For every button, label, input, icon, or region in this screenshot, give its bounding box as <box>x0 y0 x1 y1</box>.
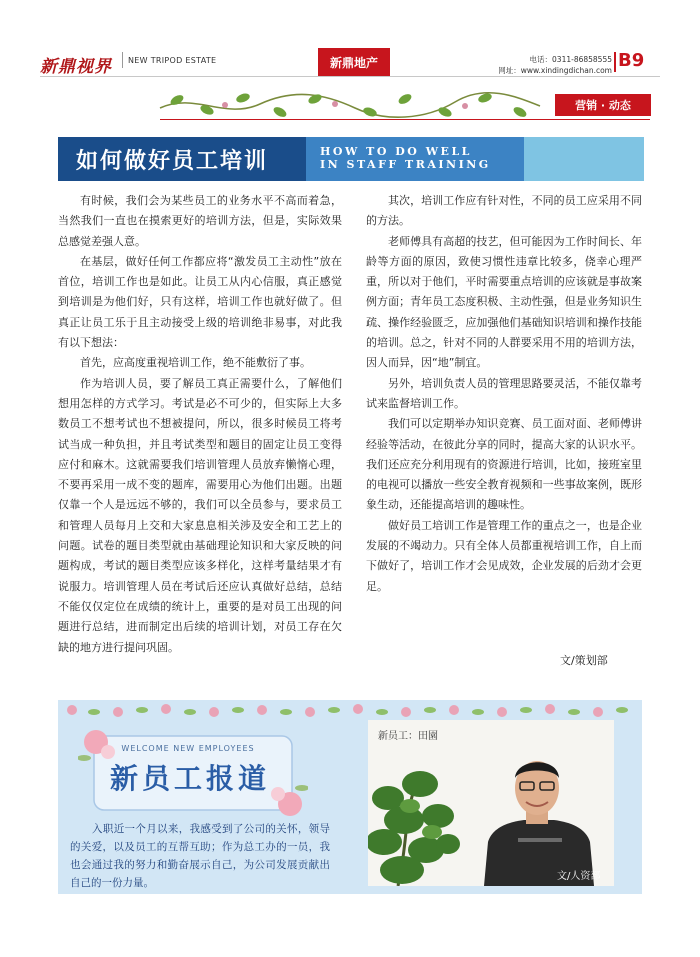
brand-divider <box>122 52 123 68</box>
paragraph: 在基层，做好任何工作都应将“激发员工主动性”放在首位，培训工作也是如此。让员工从内心信服，真正感觉到培训是为他们好，只有这样，培训工作也就好做了。但真正让员工乐于且主动接受上级的培训绝非易事，对此我有以下想法： <box>58 254 342 350</box>
paragraph: 做好员工培训工作是管理工作的重点之一，也是企业发展的不竭动力。只有全体人员都重视培训工作，自上而下做好了，培训工作才会见成效，企业发展的后劲才会更足。 <box>366 518 642 593</box>
welcome-english: WELCOME NEW EMPLOYEES <box>121 744 255 753</box>
employee-photo <box>368 720 614 886</box>
paragraph: 其次，培训工作应有针对性，不同的员工应采用不同的方法。 <box>366 194 642 228</box>
article-title: 如何做好员工培训 <box>58 137 306 181</box>
paragraph: 老师傅具有高超的技艺，但可能因为工作时间长、年龄等方面的原因，致使习惯性违章比较多，侥幸心理严重，所以对于他们，平时需要重点培训的应该就是事故案例方面；青年员工态度积极、主动性强，但是业务知识生疏、操作经验匮乏，应加强他们基础知识培训和操作技能的培训。总之，针对不同的人群要采用不用的培训方法，因人而异，因“地”制宜。 <box>366 234 642 370</box>
website: 网址：www.xindingdichan.com <box>498 66 612 75</box>
flower-border <box>58 700 642 722</box>
article-signature: 文/策划部 <box>560 654 608 667</box>
vine-decoration <box>155 90 545 122</box>
new-employee-label: 新员工：田園 <box>378 731 438 742</box>
section-tab: 新鼎地产 <box>318 48 390 76</box>
tag-underline <box>160 119 650 120</box>
welcome-heading: 新员工报道 <box>109 762 270 795</box>
article-left-column <box>58 191 342 658</box>
title-en-line2: IN STAFF TRAINING <box>320 158 491 171</box>
paragraph: 作为培训人员，要了解员工真正需要什么，了解他们想用怎样的方式学习。考试是必不可少的，但实际上大多数员工不想考试也不想被提问，所以，很多时候员工将考试当成一种负担，并且考试类型和题目的固定让员工变得应付和麻木。这就需要我们培训管理人员放弃懒惰心理，不要再采用一成不变的题库，需要用心为他们出题。出题仅靠一个人是远远不够的，我们可以全员参与，要求员工和管理人员每月上交和大家息息相关涉及安全和工艺上的问题。试卷的题目类型就由基础理论知识和大家反映的问题构成，考试的题目类型应该多样化，这样考量结果才有说服力。培训管理人员在考试后还应认真做好总结，总结不能仅仅定位在成绩的统计上，重要的是对员工出现的问题进行总结，进而制定出后续的培训计划，对员工存在欠缺的地方进行提问巩固。 <box>58 376 342 654</box>
section-tag: 营销 · 动态 <box>555 94 651 116</box>
article-title-english <box>306 137 524 181</box>
title-accent-block <box>524 137 644 181</box>
paragraph: 有时候，我们会为某些员工的业务水平不高而着急，当然我们一直也在摸索更好的培训方法，但是，实际效果总感觉差强人意。 <box>58 194 342 248</box>
welcome-paragraph: 入职近一个月以来，我感受到了公司的关怀，领导的关爱，以及员工的互帮互助；作为总工办的一员，我也会通过我的努力和勤奋展示自己，为公司发展贡献出自己的一份力量。 <box>70 823 330 889</box>
page-number-bar <box>614 52 616 72</box>
article-right-column <box>366 191 642 597</box>
paragraph: 另外，培训负责人员的管理思路要灵活，不能仅靠考试来监督培训工作。 <box>366 376 642 410</box>
title-en-line1: HOW TO DO WELL <box>320 145 472 158</box>
welcome-text <box>70 820 330 892</box>
phone: 电话：0311-86858555 <box>529 55 612 64</box>
welcome-signature: 文/人资部 <box>557 871 601 882</box>
page-number: B9 <box>618 50 645 71</box>
brand-logo: 新鼎视界 <box>40 57 112 77</box>
contact-info <box>470 54 612 76</box>
brand-english: NEW TRIPOD ESTATE <box>128 56 217 65</box>
paragraph: 首先，应高度重视培训工作，绝不能敷衍了事。 <box>80 356 311 370</box>
paragraph: 我们可以定期举办知识竞赛、员工面对面、老师傅讲经验等活动，在彼此分享的同时，提高大家的认识水平。我们还应充分利用现有的资源进行培训，比如，接班室里的电视可以播放一些安全教育视频和一些事故案例，既形象生动，还能提高培训的趣味性。 <box>366 417 642 512</box>
